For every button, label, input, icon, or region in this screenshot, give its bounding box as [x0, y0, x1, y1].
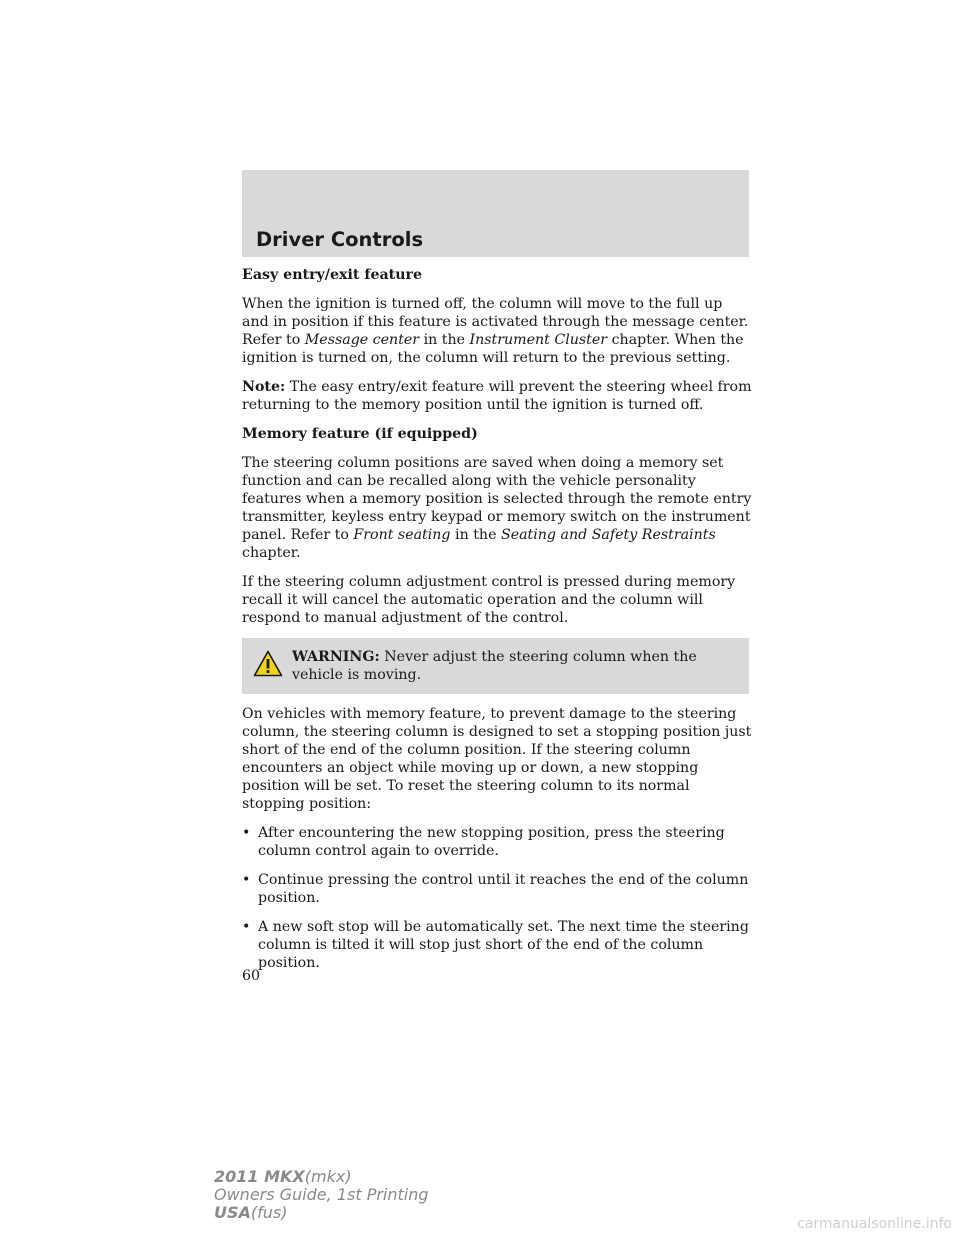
footer-model: 2011 MKX [214, 1167, 305, 1186]
paragraph-memory-1 [242, 454, 752, 562]
section-heading-easy-entry: Easy entry/exit feature [242, 267, 423, 283]
section-heading-memory: Memory feature (if equipped) [242, 426, 478, 442]
note-paragraph [242, 378, 752, 414]
cross-reference: Instrument Cluster [469, 332, 608, 348]
footer-line [214, 1204, 429, 1222]
page-content [242, 266, 752, 983]
note-text: The easy entry/exit feature will prevent the steering wheel from returning to the memory position until the ignition is turned off. [242, 379, 752, 413]
list-item-text: A new soft stop will be automatically set. The next time the steering column is tilted it will stop just short of the end of the column position. [258, 919, 749, 971]
chapter-header-band [242, 170, 749, 257]
warning-text: Never adjust the steering column when the vehicle is moving. [292, 649, 697, 683]
cross-reference: Message center [304, 332, 420, 348]
chapter-title: Driver Controls [256, 228, 424, 251]
bullet-list [242, 824, 752, 972]
note-label: Note: [242, 379, 286, 395]
text-run: in the [419, 332, 470, 348]
warning-box [242, 638, 749, 694]
bullet-marker: • [242, 919, 251, 935]
warning-label: WARNING: [292, 649, 380, 665]
paragraph-easy-entry [242, 295, 752, 367]
bullet-marker: • [242, 872, 251, 888]
text-run: chapter. When the ignition is turned on, the column will return to the previous setting. [242, 332, 744, 366]
list-item [242, 918, 752, 972]
paragraph-memory-3: On vehicles with memory feature, to prevent damage to the steering column, the steering column is designed to set a stopping position just short of the end of the column position. If the steering column encounters an object while moving up or down, a new stopping position will be set. To reset the steering column to its normal stopping position: [242, 706, 752, 812]
footer-line [214, 1168, 429, 1186]
footer-line: Owners Guide, 1st Printing [214, 1185, 429, 1204]
footer-market-code: (fus) [250, 1203, 288, 1222]
cross-reference: Seating and Safety Restraints [500, 527, 716, 543]
text-run: The steering column positions are saved when doing a memory set function and can be recalled along with the vehicle personality features when a memory position is selected through the remote entry transmitter, keyless entry keypad or memory switch on the instrument panel. Refer to [242, 455, 752, 543]
list-item-text: Continue pressing the control until it reaches the end of the column position. [258, 872, 749, 906]
bullet-marker: • [242, 825, 251, 841]
list-item [242, 871, 752, 907]
list-item-text: After encountering the new stopping position, press the steering column control again to override. [258, 825, 725, 859]
footer-market: USA [214, 1203, 251, 1222]
watermark: carmanualsonline.info [797, 1216, 952, 1232]
page-number: 60 [242, 968, 261, 984]
warning-text-block [292, 648, 741, 684]
paragraph-memory-2: If the steering column adjustment control is pressed during memory recall it will cancel the automatic operation and the column will respond to manual adjustment of the control. [242, 574, 736, 626]
text-run: chapter. [242, 545, 301, 561]
print-footer [214, 1168, 429, 1222]
list-item [242, 824, 752, 860]
text-run: in the [450, 527, 501, 543]
text-run: When the ignition is turned off, the column will move to the full up and in position if this feature is activated through the message center. Refer to [242, 296, 749, 348]
warning-triangle-icon [253, 650, 283, 677]
footer-model-code: (mkx) [304, 1167, 352, 1186]
cross-reference: Front seating [353, 527, 451, 543]
